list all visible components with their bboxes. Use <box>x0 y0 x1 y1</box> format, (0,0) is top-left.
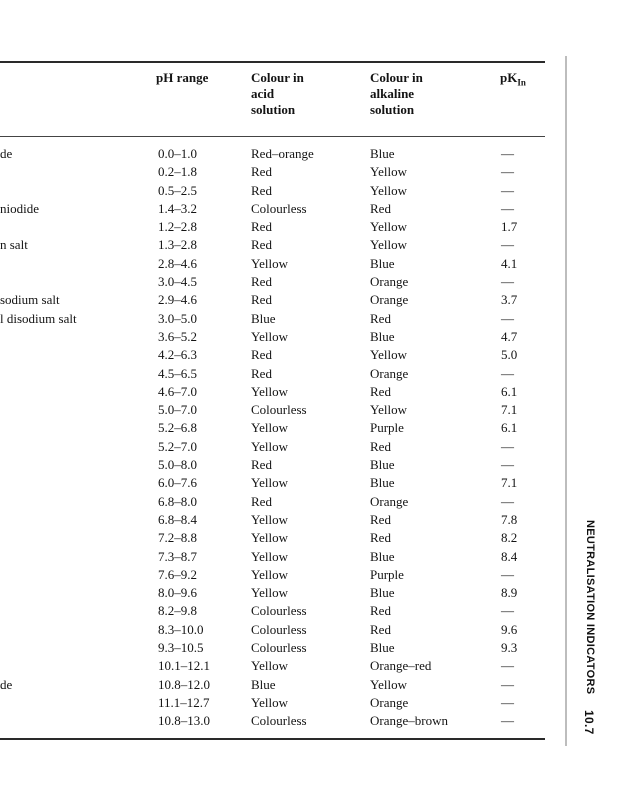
cell-pk: 7.8 <box>501 511 518 527</box>
table-row <box>0 163 545 181</box>
cell-pk: — <box>501 493 514 509</box>
table-row <box>0 310 545 328</box>
cell-pk: — <box>501 237 514 253</box>
indicator-table-body <box>0 145 545 731</box>
header-alkaline-line-2: alkaline <box>370 86 415 101</box>
side-tab <box>576 520 596 750</box>
cell-name: n salt <box>0 237 28 253</box>
table-row <box>0 456 545 474</box>
header-alkaline-line-1: Colour in <box>370 70 423 85</box>
table-row <box>0 694 545 712</box>
header-alkaline-colour <box>370 70 423 118</box>
cell-acid-colour: Colourless <box>251 713 307 729</box>
cell-alkaline-colour: Blue <box>370 255 395 271</box>
cell-pk: — <box>501 310 514 326</box>
cell-alkaline-colour: Blue <box>370 548 395 564</box>
cell-acid-colour: Blue <box>251 676 276 692</box>
cell-acid-colour: Yellow <box>251 475 288 491</box>
header-alkaline-line-3: solution <box>370 102 415 117</box>
table-row <box>0 145 545 163</box>
cell-pk: 9.3 <box>501 640 518 656</box>
cell-ph-range: 3.6–5.2 <box>158 328 197 344</box>
cell-pk: — <box>501 676 514 692</box>
cell-acid-colour: Red <box>251 365 272 381</box>
cell-alkaline-colour: Yellow <box>370 237 407 253</box>
cell-name: de <box>0 676 13 692</box>
table-row <box>0 511 545 529</box>
table-row <box>0 218 545 236</box>
cell-pk: — <box>501 713 514 729</box>
cell-ph-range: 4.2–6.3 <box>158 347 197 363</box>
cell-alkaline-colour: Blue <box>370 640 395 656</box>
cell-pk: — <box>501 457 514 473</box>
table-row <box>0 383 545 401</box>
cell-acid-colour: Blue <box>251 310 276 326</box>
cell-alkaline-colour: Red <box>370 621 391 637</box>
header-acid-line-2: acid <box>251 86 275 101</box>
cell-alkaline-colour: Yellow <box>370 676 407 692</box>
cell-pk: — <box>501 365 514 381</box>
cell-acid-colour: Red <box>251 182 272 198</box>
cell-acid-colour: Yellow <box>251 548 288 564</box>
cell-ph-range: 8.2–9.8 <box>158 603 197 619</box>
cell-alkaline-colour: Yellow <box>370 347 407 363</box>
cell-acid-colour: Red <box>251 457 272 473</box>
cell-alkaline-colour: Purple <box>370 420 404 436</box>
cell-acid-colour: Yellow <box>251 694 288 710</box>
table-row <box>0 401 545 419</box>
cell-alkaline-colour: Red <box>370 511 391 527</box>
cell-ph-range: 3.0–5.0 <box>158 310 197 326</box>
cell-ph-range: 10.8–12.0 <box>158 676 210 692</box>
cell-alkaline-colour: Orange <box>370 493 409 509</box>
table-row <box>0 346 545 364</box>
cell-alkaline-colour: Red <box>370 310 391 326</box>
page-margin-line <box>565 56 567 746</box>
table-row <box>0 182 545 200</box>
cell-alkaline-colour: Blue <box>370 457 395 473</box>
cell-alkaline-colour: Orange–red <box>370 658 432 674</box>
cell-acid-colour: Red <box>251 274 272 290</box>
cell-alkaline-colour: Purple <box>370 566 404 582</box>
header-pk <box>500 70 526 91</box>
cell-alkaline-colour: Yellow <box>370 182 407 198</box>
cell-pk: 7.1 <box>501 402 518 418</box>
header-pk-subscript: In <box>517 77 526 88</box>
cell-pk: 7.1 <box>501 475 518 491</box>
cell-acid-colour: Yellow <box>251 530 288 546</box>
cell-name: l disodium salt <box>0 310 77 326</box>
cell-pk: 3.7 <box>501 292 518 308</box>
cell-ph-range: 10.1–12.1 <box>158 658 210 674</box>
table-row <box>0 712 545 730</box>
table-row <box>0 474 545 492</box>
cell-acid-colour: Yellow <box>251 511 288 527</box>
cell-pk: — <box>501 603 514 619</box>
cell-pk: — <box>501 658 514 674</box>
table-row <box>0 419 545 437</box>
cell-acid-colour: Red–orange <box>251 146 314 161</box>
cell-ph-range: 8.0–9.6 <box>158 585 197 601</box>
cell-ph-range: 5.2–7.0 <box>158 438 197 454</box>
cell-acid-colour: Colourless <box>251 603 307 619</box>
cell-ph-range: 7.2–8.8 <box>158 530 197 546</box>
cell-ph-range: 9.3–10.5 <box>158 640 204 656</box>
cell-ph-range: 0.2–1.8 <box>158 164 197 180</box>
table-row <box>0 566 545 584</box>
table-row <box>0 602 545 620</box>
cell-pk: — <box>501 694 514 710</box>
cell-ph-range: 6.0–7.6 <box>158 475 197 491</box>
cell-pk: — <box>501 182 514 198</box>
cell-pk: 8.2 <box>501 530 518 546</box>
header-ph-range: pH range <box>156 70 209 85</box>
table-row <box>0 676 545 694</box>
table-row <box>0 621 545 639</box>
header-acid-line-3: solution <box>251 102 296 117</box>
cell-ph-range: 1.4–3.2 <box>158 200 197 216</box>
cell-alkaline-colour: Orange <box>370 694 409 710</box>
cell-name: niodide <box>0 200 39 216</box>
cell-alkaline-colour: Red <box>370 530 391 546</box>
cell-ph-range: 7.6–9.2 <box>158 566 197 582</box>
cell-ph-range: 1.3–2.8 <box>158 237 197 253</box>
header-acid-line-1: Colour in <box>251 70 304 85</box>
cell-alkaline-colour: Yellow <box>370 402 407 418</box>
cell-acid-colour: Yellow <box>251 255 288 271</box>
cell-ph-range: 7.3–8.7 <box>158 548 197 564</box>
table-row <box>0 236 545 254</box>
cell-acid-colour: Red <box>251 292 272 308</box>
cell-acid-colour: Yellow <box>251 420 288 436</box>
cell-pk: 6.1 <box>501 420 518 436</box>
cell-pk: 4.7 <box>501 328 518 344</box>
cell-alkaline-colour: Blue <box>370 146 395 161</box>
cell-pk: 8.9 <box>501 585 518 601</box>
cell-acid-colour: Colourless <box>251 402 307 418</box>
cell-alkaline-colour: Orange <box>370 292 409 308</box>
cell-ph-range: 6.8–8.0 <box>158 493 197 509</box>
table-row <box>0 273 545 291</box>
cell-ph-range: 5.2–6.8 <box>158 420 197 436</box>
cell-ph-range: 8.3–10.0 <box>158 621 204 637</box>
cell-ph-range: 5.0–8.0 <box>158 457 197 473</box>
cell-alkaline-colour: Yellow <box>370 164 407 180</box>
cell-ph-range: 6.8–8.4 <box>158 511 197 527</box>
cell-alkaline-colour: Orange–brown <box>370 713 448 729</box>
header-divider-rule <box>0 136 545 137</box>
cell-ph-range: 1.2–2.8 <box>158 219 197 235</box>
table-top-rule <box>0 61 545 63</box>
cell-pk: — <box>501 566 514 582</box>
table-row <box>0 328 545 346</box>
side-tab-code: 10.7 <box>582 710 596 735</box>
cell-pk: — <box>501 200 514 216</box>
cell-pk: 1.7 <box>501 219 518 235</box>
cell-pk: — <box>501 146 514 161</box>
table-row <box>0 200 545 218</box>
table-row <box>0 639 545 657</box>
table-row <box>0 291 545 309</box>
side-tab-title: NEUTRALISATION INDICATORS <box>584 520 596 695</box>
table-row <box>0 365 545 383</box>
cell-acid-colour: Yellow <box>251 383 288 399</box>
table-row <box>0 438 545 456</box>
cell-pk: 5.0 <box>501 347 518 363</box>
header-pk-label: pK <box>500 70 518 85</box>
cell-ph-range: 0.0–1.0 <box>158 146 197 161</box>
cell-alkaline-colour: Red <box>370 383 391 399</box>
cell-alkaline-colour: Blue <box>370 585 395 601</box>
cell-acid-colour: Red <box>251 219 272 235</box>
cell-pk: — <box>501 274 514 290</box>
cell-acid-colour: Yellow <box>251 566 288 582</box>
cell-ph-range: 3.0–4.5 <box>158 274 197 290</box>
cell-ph-range: 2.9–4.6 <box>158 292 197 308</box>
cell-acid-colour: Yellow <box>251 438 288 454</box>
cell-alkaline-colour: Red <box>370 200 391 216</box>
cell-alkaline-colour: Blue <box>370 328 395 344</box>
cell-pk: 9.6 <box>501 621 518 637</box>
cell-acid-colour: Yellow <box>251 585 288 601</box>
cell-acid-colour: Red <box>251 493 272 509</box>
cell-pk: 8.4 <box>501 548 518 564</box>
cell-ph-range: 0.5–2.5 <box>158 182 197 198</box>
cell-alkaline-colour: Blue <box>370 475 395 491</box>
cell-acid-colour: Colourless <box>251 200 307 216</box>
table-row <box>0 493 545 511</box>
cell-acid-colour: Red <box>251 164 272 180</box>
cell-alkaline-colour: Orange <box>370 365 409 381</box>
cell-ph-range: 2.8–4.6 <box>158 255 197 271</box>
cell-ph-range: 11.1–12.7 <box>158 694 210 710</box>
table-bottom-rule <box>0 738 545 740</box>
cell-alkaline-colour: Red <box>370 438 391 454</box>
table-row <box>0 584 545 602</box>
cell-pk: 6.1 <box>501 383 518 399</box>
cell-name: sodium salt <box>0 292 60 308</box>
cell-alkaline-colour: Orange <box>370 274 409 290</box>
cell-alkaline-colour: Red <box>370 603 391 619</box>
cell-name: de <box>0 146 13 161</box>
cell-ph-range: 4.6–7.0 <box>158 383 197 399</box>
table-row <box>0 255 545 273</box>
cell-acid-colour: Colourless <box>251 640 307 656</box>
table-row <box>0 529 545 547</box>
cell-ph-range: 4.5–6.5 <box>158 365 197 381</box>
cell-acid-colour: Yellow <box>251 328 288 344</box>
cell-alkaline-colour: Yellow <box>370 219 407 235</box>
cell-pk: — <box>501 164 514 180</box>
table-row <box>0 548 545 566</box>
header-acid-colour <box>251 70 304 118</box>
cell-ph-range: 5.0–7.0 <box>158 402 197 418</box>
cell-acid-colour: Colourless <box>251 621 307 637</box>
cell-ph-range: 10.8–13.0 <box>158 713 210 729</box>
table-row <box>0 657 545 675</box>
cell-acid-colour: Yellow <box>251 658 288 674</box>
cell-pk: — <box>501 438 514 454</box>
cell-acid-colour: Red <box>251 237 272 253</box>
cell-acid-colour: Red <box>251 347 272 363</box>
cell-pk: 4.1 <box>501 255 518 271</box>
